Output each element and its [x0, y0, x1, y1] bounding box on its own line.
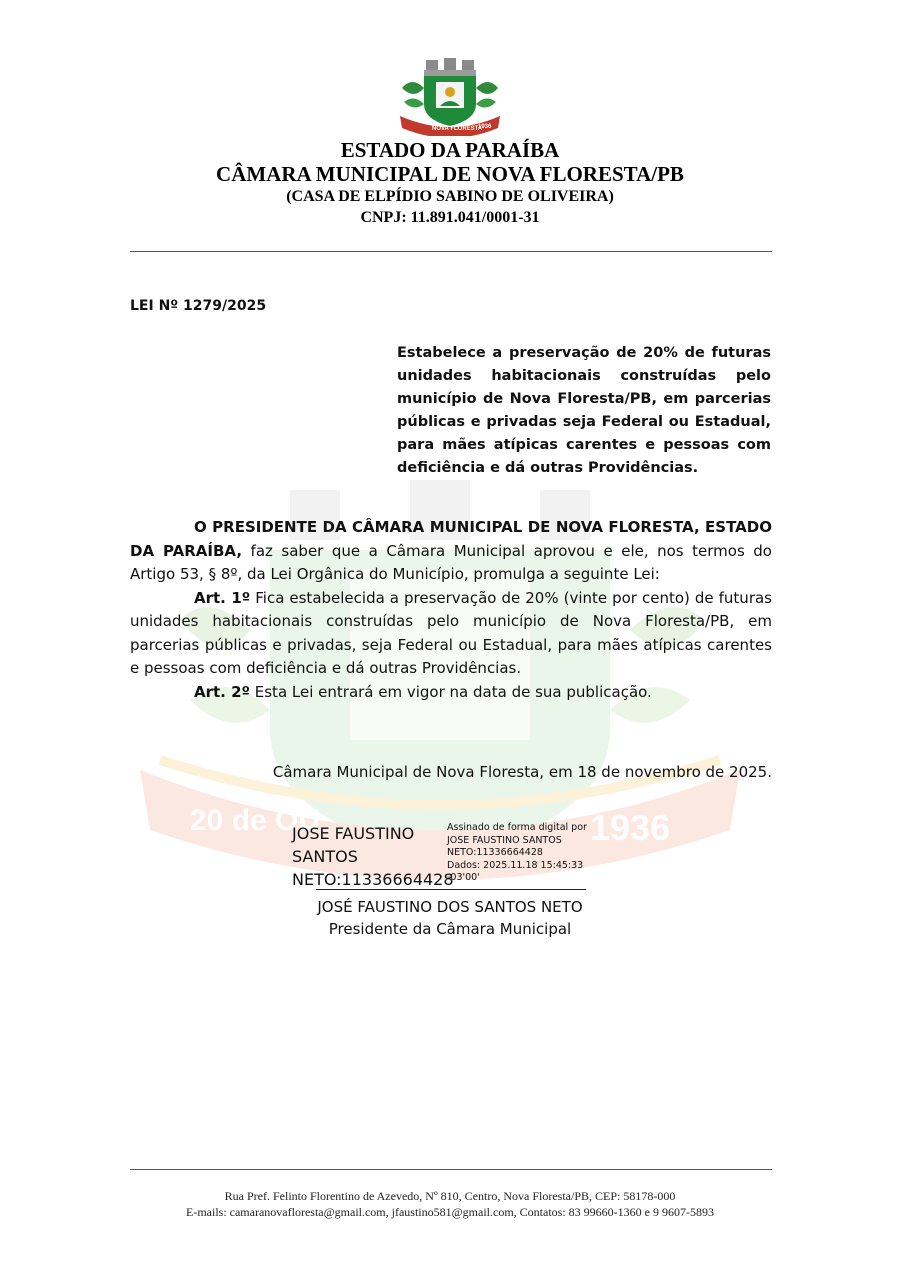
- preamble-text: faz saber que a Câmara Municipal aprovou e ele, nos termos do Artigo 53, § 8º, da Lei Orgânica do Município, promulga a seguinte Lei:: [130, 541, 772, 583]
- article-2-label: Art. 2º: [194, 682, 250, 701]
- article-2-text: Esta Lei entrará em vigor na data de sua publicação.: [250, 682, 652, 701]
- sig-name-line-3: NETO:11336664428: [292, 870, 454, 889]
- chamber-title: CÂMARA MUNICIPAL DE NOVA FLORESTA/PB: [216, 162, 684, 186]
- article-1-label: Art. 1º: [194, 588, 251, 607]
- digital-signature-certificate: [447, 822, 607, 885]
- footer-contacts: E-mails: camaranovafloresta@gmail.com, jfaustino581@gmail.com, Contatos: 83 99660-1360 e 9 9607-5893: [186, 1205, 714, 1219]
- digital-signature-name: [292, 822, 454, 891]
- signature-line: [316, 889, 586, 890]
- crest-ribbon-year: 1936: [478, 124, 492, 130]
- footer: [0, 1188, 900, 1220]
- sig-name-line-2: SANTOS: [292, 847, 358, 866]
- cert-line-3: NETO:11336664428: [447, 847, 543, 858]
- sig-name-line-1: JOSE FAUSTINO: [292, 824, 415, 843]
- footer-divider: [130, 1169, 772, 1170]
- crest-ribbon-text: NOVA FLORESTA: [432, 126, 483, 132]
- state-title: ESTADO DA PARAÍBA: [340, 138, 560, 162]
- header-divider: [130, 251, 772, 252]
- watermark-right-text: 1936: [590, 807, 671, 848]
- footer-address: Rua Pref. Felinto Florentino de Azevedo, Nº 810, Centro, Nova Floresta/PB, CEP: 58178-000: [224, 1189, 676, 1203]
- article-1-paragraph: [130, 587, 772, 681]
- preamble-bold: O PRESIDENTE DA CÂMARA MUNICIPAL DE NOVA FLORESTA, ESTADO DA PARAÍBA,: [130, 518, 772, 560]
- article-1-text: Fica estabelecida a preservação de 20% (vinte por cento) de futuras unidades habitacionais construídas pelo município de Nova Floresta/PB, em parcerias públicas e privadas, seja Federal ou Estadual, para mães atípicas carentes e pessoas com deficiência e dá outras Providências.: [130, 588, 772, 677]
- cert-line-5: -03'00': [447, 872, 480, 883]
- law-number: LEI Nº 1279/2025: [130, 298, 267, 314]
- law-body: [130, 516, 772, 704]
- cnpj-line: CNPJ: 11.891.041/0001-31: [360, 209, 540, 226]
- house-subtitle: (CASA DE ELPÍDIO SABINO DE OLIVEIRA): [286, 188, 614, 205]
- preamble-paragraph: [130, 516, 772, 587]
- signer-role: Presidente da Câmara Municipal: [328, 920, 572, 938]
- cert-line-1: Assinado de forma digital por: [447, 822, 587, 833]
- signer-name: JOSÉ FAUSTINO DOS SANTOS NETO: [317, 898, 583, 916]
- law-summary: Estabelece a preservação de 20% de futuras unidades habitacionais construídas pelo município de Nova Floresta/PB, em parcerias públicas e privadas seja Federal ou Estadual, para mães atípicas carentes e pessoas com deficiência e dá outras Providências.: [397, 345, 771, 476]
- article-2-paragraph: [130, 681, 772, 705]
- signer-block: [0, 896, 900, 940]
- cert-line-4: Dados: 2025.11.18 15:45:33: [447, 859, 584, 871]
- cert-line-2: JOSE FAUSTINO SANTOS: [447, 834, 562, 846]
- watermark-left-text: 20 de OU: [190, 804, 321, 837]
- municipal-crest-logo: [398, 58, 502, 136]
- date-place-line: Câmara Municipal de Nova Floresta, em 18 de novembro de 2025.: [272, 763, 772, 781]
- letterhead: [0, 138, 900, 228]
